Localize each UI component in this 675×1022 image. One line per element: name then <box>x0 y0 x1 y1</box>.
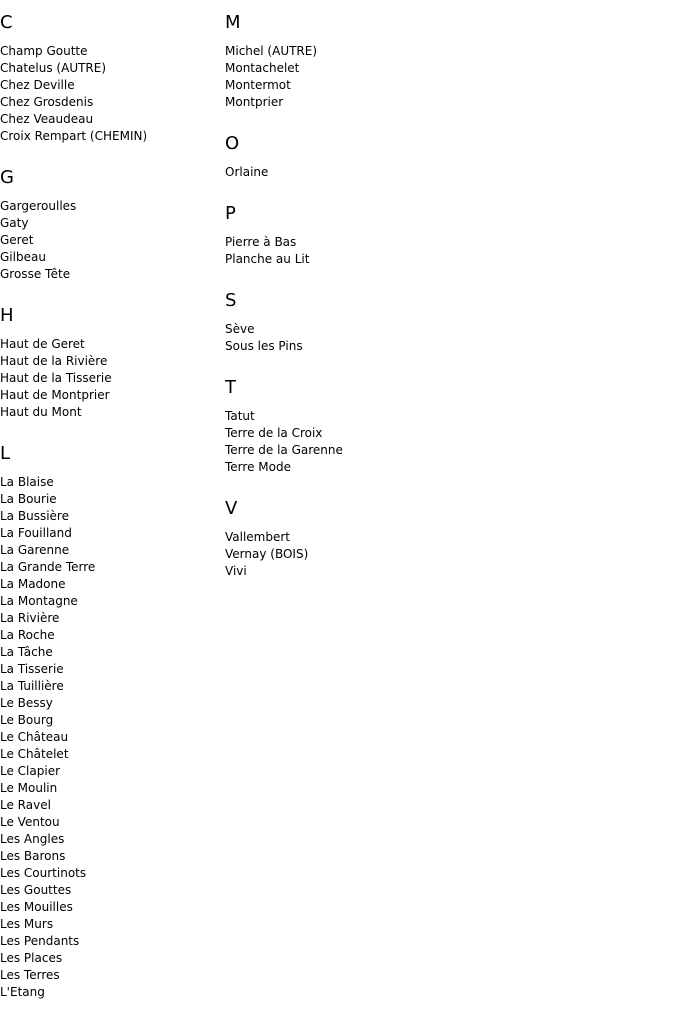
place-entry: Orlaine <box>225 165 269 179</box>
letter-section-m <box>225 12 525 109</box>
place-entry: Haut de la Rivière <box>0 354 108 368</box>
place-entry: Montermot <box>225 78 291 92</box>
letter-heading: P <box>225 203 236 224</box>
entry-list <box>225 234 309 268</box>
place-entry: La Grande Terre <box>0 560 96 574</box>
letter-heading: C <box>0 12 13 33</box>
place-entry: Le Clapier <box>0 764 61 778</box>
entry-list <box>225 321 303 355</box>
place-entry: Geret <box>0 233 34 247</box>
entry-list <box>225 529 308 580</box>
place-entry: Le Ravel <box>0 798 51 812</box>
place-entry: La Roche <box>0 628 55 642</box>
place-entry: Chez Grosdenis <box>0 95 94 109</box>
place-entry: Montprier <box>225 95 284 109</box>
place-entry: Pierre à Bas <box>225 235 297 249</box>
letter-section-p <box>225 203 525 266</box>
place-entry: La Fouilland <box>0 526 72 540</box>
entry-list <box>225 43 317 111</box>
place-entry: Vivi <box>225 564 247 578</box>
place-entry: La Garenne <box>0 543 70 557</box>
place-entry: La Tuillière <box>0 679 64 693</box>
letter-section-v <box>225 498 525 578</box>
letter-section-o <box>225 133 525 179</box>
place-entry: Vernay (BOIS) <box>225 547 309 561</box>
place-entry: Gargeroulles <box>0 199 77 213</box>
place-entry: Haut de la Tisserie <box>0 371 112 385</box>
place-entry: Le Ventou <box>0 815 60 829</box>
place-entry: Les Angles <box>0 832 65 846</box>
place-entry: Les Terres <box>0 968 60 982</box>
place-entry: Chez Deville <box>0 78 75 92</box>
place-entry: Terre Mode <box>225 460 291 474</box>
entry-list <box>225 408 343 476</box>
place-entry: La Montagne <box>0 594 78 608</box>
place-entry: Les Places <box>0 951 63 965</box>
place-entry: La Blaise <box>0 475 54 489</box>
letter-heading: O <box>225 133 240 154</box>
entry-list <box>0 43 147 145</box>
place-entry: Grosse Tête <box>0 267 71 281</box>
place-entry: Champ Goutte <box>0 44 88 58</box>
entry-list <box>0 336 112 421</box>
place-entry: Chatelus (AUTRE) <box>0 61 107 75</box>
place-entry: Le Châtelet <box>0 747 69 761</box>
letter-heading: M <box>225 12 241 33</box>
letter-section-l <box>0 443 225 999</box>
letter-section-g <box>0 167 225 281</box>
place-entry: Terre de la Croix <box>225 426 323 440</box>
place-entry: Les Gouttes <box>0 883 72 897</box>
place-entry: La Bussière <box>0 509 69 523</box>
place-entry: Terre de la Garenne <box>225 443 343 457</box>
place-entry: Michel (AUTRE) <box>225 44 318 58</box>
letter-section-h <box>0 305 225 419</box>
place-entry: Haut de Montprier <box>0 388 110 402</box>
place-entry: Gilbeau <box>0 250 46 264</box>
place-entry: Sous les Pins <box>225 339 303 353</box>
letter-section-c <box>0 12 225 143</box>
letter-heading: G <box>0 167 14 188</box>
place-entry: Planche au Lit <box>225 252 310 266</box>
place-entry: Haut de Geret <box>0 337 85 351</box>
place-entry: Chez Veaudeau <box>0 112 94 126</box>
place-entry: La Bourie <box>0 492 57 506</box>
place-entry: Le Château <box>0 730 69 744</box>
entry-list <box>0 474 95 1001</box>
entry-list <box>0 198 76 283</box>
letter-heading: T <box>225 377 236 398</box>
place-entry: Les Pendants <box>0 934 80 948</box>
place-entry: Tatut <box>225 409 255 423</box>
place-entry: Les Mouilles <box>0 900 73 914</box>
letter-section-s <box>225 290 525 353</box>
place-entry: Les Barons <box>0 849 66 863</box>
place-entry: L'Etang <box>0 985 45 999</box>
letter-heading: H <box>0 305 14 326</box>
letter-heading: L <box>0 443 11 464</box>
place-entry: Les Courtinots <box>0 866 87 880</box>
place-entry: Haut du Mont <box>0 405 82 419</box>
place-entry: La Madone <box>0 577 66 591</box>
place-entry: Le Moulin <box>0 781 58 795</box>
place-entry: La Tâche <box>0 645 53 659</box>
place-entry: La Tisserie <box>0 662 64 676</box>
letter-section-t <box>225 377 525 474</box>
place-entry: Sève <box>225 322 255 336</box>
place-entry: Gaty <box>0 216 29 230</box>
place-entry: Les Murs <box>0 917 54 931</box>
place-entry: Le Bourg <box>0 713 54 727</box>
entry-list <box>225 164 268 181</box>
place-entry: Le Bessy <box>0 696 53 710</box>
place-entry: La Rivière <box>0 611 60 625</box>
letter-heading: V <box>225 498 238 519</box>
letter-heading: S <box>225 290 237 311</box>
place-entry: Vallembert <box>225 530 291 544</box>
place-entry: Montachelet <box>225 61 300 75</box>
place-entry: Croix Rempart (CHEMIN) <box>0 129 148 143</box>
